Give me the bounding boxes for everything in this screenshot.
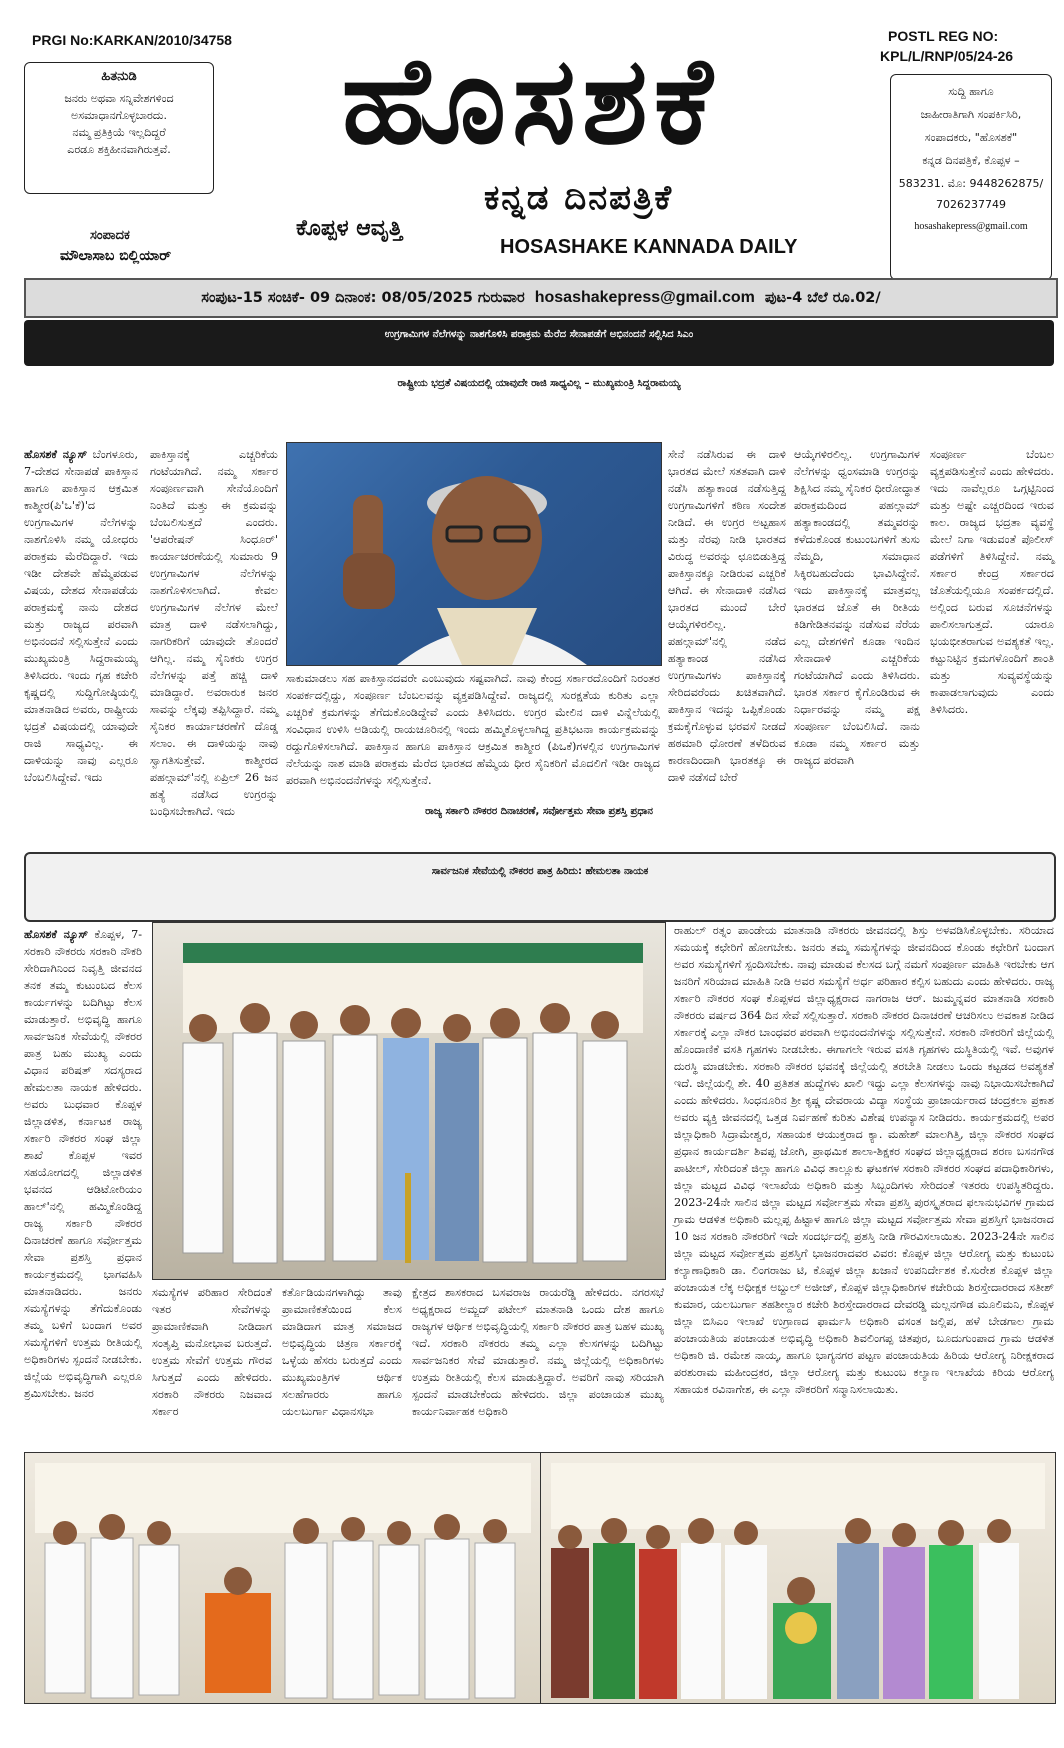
story1-byline: ಹೊಸಶಕೆ ನ್ಯೂಸ್: [24, 448, 88, 461]
story1-headline: ರಾಷ್ಟ್ರೀಯ ಭದ್ರತೆ ವಿಷಯದಲ್ಲಿ ಯಾವುದೇ ರಾಜಿ ಸಾಧ್ಯವಿಲ್ಲ – ಮುಖ್ಯಮಂತ್ರಿ ಸಿದ್ದರಾಮಯ್ಯ: [397, 378, 681, 389]
story2-headline: ಸಾರ್ವಜನಿಕ ಸೇವೆಯಲ್ಲಿ ನೌಕರರ ಪಾತ್ರ ಹಿರಿದು: ಹೇಮಲತಾ ನಾಯಕ: [431, 866, 649, 877]
contact-line: 583231. ಮೊ: 9448262875/: [898, 177, 1044, 191]
story2-colb-text: ಕರ್ತೊಡಿಯನಗಳಾಗಿದ್ದು ತಾವು ಪ್ರಾಮಾಣಿಕತೆಯಿಂದ ಕೆಲಸ ಮಾಡಿದಾಗ ಮಾತ್ರ ಸಮಾಜದ ಅಭಿವೃದ್ಧಿಯ ಚಿತ್ರಣ ಸರ್ಕಾರಕ್ಕೆ ಒಳ್ಳೆಯ ಹೆಸರು ಬರುತ್ತದೆ ಎಂದು ಮುಖ್ಯಮಂತ್ರಿಗಳ ಆರ್ಥಿಕ ಸಲಹೆಗಾರರು ಹಾಗೂ ಯಲಬುರ್ಗಾ ವಿಧಾನಸಭಾ: [282, 1286, 402, 1419]
motto-line: ಜನರು ಅಥವಾ ಸನ್ನಿವೇಶಗಳಿಂದ: [64, 92, 174, 105]
story2-column-c: [412, 1284, 664, 1434]
story1-column-4: [794, 446, 920, 790]
postal-reg: KPL/L/RNP/05/24-26: [880, 48, 1014, 64]
story1-kicker-bar: [24, 320, 1054, 366]
story2-col1-text: ಕೊಪ್ಪಳ, 7- ಸರಕಾರಿ ನೌಕರರು ಸರಕಾರಿ ನೌಕರಿ ಸೇರಿದಾಗಿನಿಂದ ನಿವೃತ್ತಿ ಜೀವನದ ತನಕ ತಮ್ಮ ಕುಟುಂಬದ ಕೆಲಸ ಕಾರ್ಯಗಳನ್ನು ಬದಿಗಿಟ್ಟು ಕೆಲಸ ಮಾಡುತ್ತಾರೆ. ಅಭಿವೃದ್ಧಿ ಹಾಗೂ ಸಾರ್ವಜನಿಕ ಸೇವೆಯಲ್ಲಿ ನೌಕರರ ಪಾತ್ರ ಬಹು ಮುಖ್ಯ ಎಂದು ವಿಧಾನ ಪರಿಷತ್ ಸದಸ್ಯರಾದ ಹೇಮಲತಾ ನಾಯಕ ಹೇಳಿದರು. ಅವರು ಬುಧವಾರ ಕೊಪ್ಪಳ ಜಿಲ್ಲಾಡಳಿತ, ಕರ್ನಾಟಕ ರಾಜ್ಯ ಸರ್ಕಾರಿ ನೌಕರರ ಸಂಘ ಜಿಲ್ಲಾ ಶಾಖೆ ಕೊಪ್ಪಳ ಇವರ ಸಹಯೋಗದಲ್ಲಿ ಜಿಲ್ಲಾಡಳಿತ ಭವನದ ಆಡಿಟೋರಿಯಂ ಹಾಲ್'ನಲ್ಲಿ ಹಮ್ಮಿಕೊಂಡಿದ್ದ ರಾಜ್ಯ ಸರ್ಕಾರಿ ನೌಕರರ ದಿನಾಚರಣೆ ಹಾಗೂ ಸರ್ವೋತ್ತಮ ಸೇವಾ ಪ್ರಶಸ್ತಿ ಪ್ರಧಾನ ಕಾರ್ಯಕ್ರಮದಲ್ಲಿ ಭಾಗವಹಿಸಿ ಮಾತನಾಡಿದರು. ಜನರು ಸಮಸ್ಯೆಗಳನ್ನು ತೆಗೆದುಕೊಂಡು ತಮ್ಮ ಬಳಿಗೆ ಬಂದಾಗ ಅವರ ಸಮಸ್ಯೆಗಳಿಗೆ ಉತ್ತಮ ರೀತಿಯಲ್ಲಿ ಅಧಿಕಾರಿಗಳು ಸ್ಪಂದನೆ ನೀಡಬೇಕು. ಜಿಲ್ಲೆಯ ಅಭಿವೃದ್ಧಿಗಾಗಿ ಎಲ್ಲರೂ ಶ್ರಮಿಸಬೇಕು. ಜನರ: [24, 928, 142, 1401]
motto-box: [24, 62, 214, 194]
story2-column-right: [674, 922, 1054, 1434]
story2-cola-text: ಸಮಸ್ಯೆಗಳ ಪರಿಹಾರ ಸೇರಿದಂತೆ ಇತರ ಸೇವೆಗಳನ್ನು ಪ್ರಾಮಾಣಿಕವಾಗಿ ನೀಡಿದಾಗ ಸಂತೃಪ್ತಿ ಮನೋಭಾವ ಬರುತ್ತದೆ. ಉತ್ತಮ ಸೇವೆಗೆ ಉತ್ತಮ ಗೌರವ ಸಿಗುತ್ತದೆ ಎಂದು ಹೇಳಿದರು. ಸರಕಾರಿ ನೌಕರರು ನಿಜವಾದ ಸರ್ಕಾರ: [152, 1286, 272, 1419]
story1-col2-text: ಪಾಕಿಸ್ತಾನಕ್ಕೆ ಎಚ್ಚರಿಕೆಯ ಗಂಟೆಯಾಗಿದೆ. ನಮ್ಮ ಸರ್ಕಾರ ಸಂಪೂರ್ಣವಾಗಿ ಸೇನೆಯೊಂದಿಗೆ ನಿಂತಿದೆ ಮತ್ತು ಈ ಕ್ರಮವನ್ನು ಬೆಂಬಲಿಸುತ್ತದೆ ಎಂದರು. 'ಆಪರೇಷನ್ ಸಿಂಧೂರ್' ಕಾರ್ಯಾಚರಣೆಯಲ್ಲಿ ಸುಮಾರು 9 ಉಗ್ರಗಾಮಿಗಳ ನೆಲೆಗಳನ್ನು ನಾಶಗೊಳಿಸಲಾಗಿದೆ. ಕೇವಲ ಉಗ್ರಗಾಮಿಗಳ ನೆಲೆಗಳ ಮೇಲೆ ಮಾತ್ರ ದಾಳಿ ನಡೆಸಲಾಗಿದ್ದು, ನಾಗರಿಕರಿಗೆ ಯಾವುದೇ ತೊಂದರೆ ಆಗಿಲ್ಲ. ನಮ್ಮ ಸೈನಿಕರು ಉಗ್ರರ ನೆಲೆಗಳನ್ನು ಪತ್ತೆ ಹಚ್ಚಿ ದಾಳಿ ಮಾಡಿದ್ದಾರೆ. ಅವರಾರುಕ ಜನರ ಸಾವನ್ನು ಲೆಕ್ಕವು ತಪ್ಪಿಸಿದ್ದಾರೆ. ನಮ್ಮ ಸೈನಿಕರ ಕಾರ್ಯಾಚರಣೆಗೆ ದೊಡ್ಡ ಸಲಾಂ. ಈ ದಾಳಿಯನ್ನು ನಾವು ಸ್ವಾಗತಿಸುತ್ತೇವೆ. ಕಾಶ್ಮೀರದ ಪಹಲ್ಗಾಮ್'ನಲ್ಲಿ ಏಪ್ರಿಲ್ 26 ಜನ ಹತ್ಯೆ ನಡೆಸಿದ ಉಗ್ರರನ್ನು ಬಂಧಿಸಬೇಕಾಗಿದೆ. ಇದು: [150, 448, 278, 819]
story1-col1-text: ಬೆಂಗಳೂರು, 7-ದೇಶದ ಸೇನಾಪಡೆ ಪಾಕಿಸ್ತಾನ ಹಾಗೂ ಪಾಕಿಸ್ತಾನ ಆಕ್ರಮಿತ ಕಾಶ್ಮೀರ(ಪಿ'ಒ'ಕೆ)'ದ ಉಗ್ರಗಾಮಿಗಳ ನೆಲೆಗಳನ್ನು ನಾಶಗೊಳಿಸಿ ನಮ್ಮ ಯೋಧರು ಪರಾಕ್ರಮ ಮೆರೆದಿದ್ದಾರೆ. ಇದು ಇಡೀ ದೇಶವೇ ಹೆಮ್ಮೆಪಡುವ ವಿಷಯ, ದೇಶದ ಸೇನಾಪಡೆಯ ಪರಾಕ್ರಮಕ್ಕೆ ನಾನು ದೇಶದ ಮತ್ತು ರಾಜ್ಯದ ಪರವಾಗಿ ಅಭಿನಂದನೆ ಸಲ್ಲಿಸುತ್ತೇನೆ ಎಂದು ಮುಖ್ಯಮಂತ್ರಿ ಸಿದ್ದರಾಮಯ್ಯ ತಿಳಿಸಿದರು. ಇಂದು ಗೃಹ ಕಚೇರಿ ಕೃಷ್ಣದಲ್ಲಿ ಸುದ್ದಿಗೋಷ್ಠಿಯಲ್ಲಿ ಮಾತನಾಡಿದ ಅವರು, ರಾಷ್ಟ್ರೀಯ ಭದ್ರತೆ ವಿಷಯದಲ್ಲಿ ಯಾವುದೇ ರಾಜಿ ಸಾಧ್ಯವಿಲ್ಲ. ಈ ದಾಳಿಯನ್ನು ನಾವು ಎಲ್ಲರೂ ಬೆಂಬಲಿಸಿದ್ದೇವೆ. ಇದು: [24, 448, 138, 785]
story1-col3-text: ಸೇನೆ ನಡೆಸಿರುವ ಈ ದಾಳಿ ಭಾರತದ ಮೇಲೆ ಸತತವಾಗಿ ದಾಳಿ ನಡೆಸಿ ಹತ್ಯಾಕಾಂಡ ನಡೆಸುತ್ತಿದ್ದ ಉಗ್ರಗಾಮಿಗಳಿಗೆ ಕಠಿಣ ಸಂದೇಶ ನೀಡಿದೆ. ಈ ಉಗ್ರರ ಅಟ್ಟಹಾಸ ಮತ್ತು ನೆರವು ನೀಡಿ ಭಾರತದ ವಿರುದ್ಧ ಅವರನ್ನು ಛೂಬಿಡುತ್ತಿದ್ದ ಪಾಕಿಸ್ತಾನಕ್ಕೂ ನೀಡಿರುವ ಎಚ್ಚರಿಕೆ ಆಗಿದೆ. ಈ ಸೇನಾದಾಳಿ ನಡೆಸಿದ ಭಾರತದ ಮುಂದೆ ಬೇರೆ ಆಯ್ಕೆಗಳಿರಲಿಲ್ಲ. ಪಹಲ್ಗಾಮ್'ನಲ್ಲಿ ನಡೆದ ಹತ್ಯಾಕಾಂಡ ನಡೆಸಿದ ಉಗ್ರಗಾಮಿಗಳು ಪಾಕಿಸ್ತಾನಕ್ಕೆ ಸೇರಿದವರೆಂದು ಖಚಿತವಾಗಿದೆ. ಪಾಕಿಸ್ತಾನ ಇದನ್ನು ಒಪ್ಪಿಕೊಂಡು ಕ್ರಮಕೈಗೊಳ್ಳುವ ಭರವಸೆ ನೀಡದೆ ಹಠಮಾರಿ ಧೋರಣೆ ತಳೆದಿರುವ ಕಾರಣದಿಂದಾಗಿ ಭಾರತಕ್ಕೂ ಈ ದಾಳಿ ನಡೆಸದೆ ಬೇರೆ: [668, 448, 786, 785]
contact-line: ಸಂಪಾದಕರು, "ಹೊಸಶಕೆ": [924, 131, 1018, 145]
contact-box: [890, 74, 1052, 280]
story2-column-a: [152, 1284, 272, 1434]
story1-caption-text: ಸಾಕುಮಾಡಲು ಸಹ ಪಾಕಿಸ್ತಾನದವರೇ ಎಂಬುವುದು ಸಷ್ಟವಾಗಿದೆ. ನಾವು ಕೇಂದ್ರ ಸರ್ಕಾರದೊಂದಿಗೆ ನಿರಂತರ ಸಂಪರ್ಕದಲ್ಲಿದ್ದು, ಸಂಪೂರ್ಣ ಬೆಂಬಲವನ್ನು ವ್ಯಕ್ತಪಡಿಸಿದ್ದೇವೆ. ರಾಜ್ಯದಲ್ಲಿ ಸುರಕ್ಷತೆಯ ಕುರಿತು ಎಲ್ಲಾ ಎಚ್ಚರಿಕೆ ಕ್ರಮಗಳನ್ನು ತೆಗೆದುಕೊಂಡಿದ್ದೇವೆ ಎಂದು ತಿಳಿಸಿದರು. ಉಗ್ರರ ಮೇಲಿನ ದಾಳಿ ವಿನ್ನೆಲೆಯಲ್ಲಿ ಸಂವಿಧಾನ ಉಳಿಸಿ ಅಡಿಯಲ್ಲಿ ರಾಯಚೂರಿನಲ್ಲಿ ಇಂದು ಹಮ್ಮಿಕೊಳ್ಳಲಾಗಿದ್ದ ಪ್ರತಿಭಟನಾ ಕಾರ್ಯಕ್ರಮವನ್ನು ರದ್ದುಗೊಳಿಸಲಾಗಿದೆ. ಪಾಕಿಸ್ತಾನ ಹಾಗೂ ಪಾಕಿಸ್ತಾನ ಆಕ್ರಮಿತ ಕಾಶ್ಮೀರ (ಪಿಒಕೆ)ಗಳಲ್ಲಿನ ಉಗ್ರಗಾಮಿಗಳ ನೆಲೆಯನ್ನು ನಾಶ ಮಾಡಿ ಪರಾಕ್ರಮ ಮೆರೆದ ಭಾರತದ ಹೆಮ್ಮೆಯ ಧೀರ ಸೈನಿಕರಿಗೆ ಮೊದಲಿಗೆ ಇಡೀ ರಾಜ್ಯದ ಪರವಾಗಿ ಅಭಿನಂದನೆಗಳನ್ನು ಸಲ್ಲಿಸುತ್ತೇನೆ.: [286, 672, 660, 788]
contact-line: 7026237749: [936, 198, 1006, 212]
newspaper-title: ಹೊಸಶಕೆ: [341, 32, 719, 171]
motto-heading: ಹಿತನುಡಿ: [101, 69, 137, 84]
edition-label: ಕೊಪ್ಪಳ ಆವೃತ್ತಿ: [296, 216, 403, 241]
story1-column-3: [668, 446, 786, 790]
dateline-page-price: ಪುಟ-4 ಬೆಲೆ ರೂ.02/: [764, 290, 881, 306]
story2-kicker: ರಾಜ್ಯ ಸರ್ಕಾರಿ ನೌಕರರ ದಿನಾಚರಣೆ, ಸರ್ವೋತ್ತಮ ಸೇವಾ ಪ್ರಶಸ್ತಿ ಪ್ರಧಾನ: [425, 806, 653, 817]
contact-line: ಜಾಹೀರಾತಿಗಾಗಿ ಸಂಪರ್ಕಿಸಿರಿ,: [920, 108, 1022, 122]
event-illustration: [153, 923, 665, 1279]
award-illustration-left: [25, 1453, 541, 1703]
dateline-email: hosashakepress@gmail.com: [534, 289, 755, 306]
story1-column-5: [930, 446, 1054, 790]
story1-kicker: ಉಗ್ರಗಾಮಿಗಳ ನೆಲೆಗಳನ್ನು ನಾಶಗೊಳಿಸಿ ಪರಾಕ್ರಮ ಮೆರೆದ ಸೇನಾಪಡೆಗೆ ಅಭಿನಂದನೆ ಸಲ್ಲಿಸಿದ ಸಿಎಂ: [384, 329, 694, 340]
contact-line: ಸುದ್ದಿ ಹಾಗೂ: [948, 85, 994, 98]
contact-line: ಕನ್ನಡ ದಿನಪತ್ರಿಕೆ, ಕೊಪ್ಪಳ –: [922, 154, 1020, 168]
editor-name: ಮೌಲಾಸಾಬ ಬಿಲ್ಲಿಯಾರ್: [60, 248, 172, 264]
chief-minister-photo: [286, 442, 662, 666]
story1-headline-box: [24, 372, 1054, 434]
motto-line: ಅಸಮಾಧಾನಗೊಳ್ಳಬಾರದು.: [71, 109, 167, 123]
award-ceremony-photo-left: [24, 1452, 542, 1704]
story2-byline: ಹೊಸಶಕೆ ನ್ಯೂಸ್: [24, 928, 89, 941]
motto-line: ನಮ್ಮ ಪ್ರತಿಕ್ರಿಯೆ ಇಲ್ಲದಿದ್ದರೆ: [72, 126, 166, 140]
story1-col5-text: ಸಂಪೂರ್ಣ ಬೆಂಬಲ ವ್ಯಕ್ತಪಡಿಸುತ್ತೇನೆ ಎಂದು ಹೇಳಿದರು. ಇದು ನಾವೆಲ್ಲರೂ ಒಗ್ಗಟ್ಟಿನಿಂದ ಮತ್ತು ಅಷ್ಟೇ ಎಚ್ಚರದಿಂದ ಇರುವ ಕಾಲ. ರಾಜ್ಯದ ಭದ್ರತಾ ವ್ಯವಸ್ಥೆ ಮೇಲೆ ನಿಗಾ ಇಡುವಂತೆ ಪೊಲೀಸ್ ಪಡೆಗಳಿಗೆ ತಿಳಿಸಿದ್ದೇನೆ. ನಮ್ಮ ಸರ್ಕಾರ ಕೇಂದ್ರ ಸರ್ಕಾರದ ಜೊತೆಯಲ್ಲಿಯೂ ಸಂಪರ್ಕದಲ್ಲಿದೆ. ಅಲ್ಲಿಂದ ಬರುವ ಸೂಚನೆಗಳನ್ನು ಪಾಲಿಸಲಾಗುತ್ತದೆ. ಯಾರೂ ಭಯಭೀತರಾಗುವ ಅವಶ್ಯಕತೆ ಇಲ್ಲ. ಕಟ್ಟುನಿಟ್ಟಿನ ಕ್ರಮಗಳೊಂದಿಗೆ ಶಾಂತಿ ಮತ್ತು ಸುವ್ಯವಸ್ಥೆಯನ್ನು ಕಾಪಾಡಲಾಗುವುದು ಎಂದು ತಿಳಿಸಿದರು.: [930, 448, 1054, 717]
story1-photo-caption: [286, 670, 660, 790]
story2-kicker-box: [24, 798, 1054, 846]
story2-colc-text: ಕ್ಷೇತ್ರದ ಶಾಸಕರಾದ ಬಸವರಾಜ ರಾಯರೆಡ್ಡಿ ಹೇಳಿದರು. ನಗರಸಭೆ ಅಧ್ಯಕ್ಷರಾದ ಅಮ್ಜದ್ ಪಟೇಲ್ ಮಾತನಾಡಿ ಒಂದು ದೇಶ ಹಾಗೂ ರಾಜ್ಯಗಳ ಆರ್ಥಿಕ ಅಭಿವೃದ್ಧಿಯಲ್ಲಿ ಸರ್ಕಾರಿ ನೌಕರರ ಪಾತ್ರ ಬಹಳ ಮುಖ್ಯ ಇದೆ. ಸರಕಾರಿ ನೌಕರರು ತಮ್ಮ ಎಲ್ಲಾ ಕೆಲಸಗಳನ್ನು ಬದಿಗಿಟ್ಟು ಸಾರ್ವಜನಿಕರ ಸೇವೆ ಮಾಡುತ್ತಾರೆ. ನಮ್ಮ ಜಿಲ್ಲೆಯಲ್ಲಿ ಅಧಿಕಾರಿಗಳು ಉತ್ತಮ ರೀತಿಯಲ್ಲಿ ಕೆಲಸ ಮಾಡುತ್ತಿದ್ದಾರೆ. ಅವರಿಗೆ ನಾವು ಸರಿಯಾಗಿ ಸ್ಪಂದನೆ ಮಾಡಬೇಕೆಂದು ಹೇಳಿದರು. ಜಿಲ್ಲಾ ಪಂಚಾಯತ ಮುಖ್ಯ ಕಾರ್ಯನಿರ್ವಾಹಕ ಅಧಿಕಾರಿ: [412, 1286, 664, 1419]
story1-col4-text: ಆಯ್ಕೆಗಳಿರಲಿಲ್ಲ. ಉಗ್ರಗಾಮಿಗಳ ನೆಲೆಗಳನ್ನು ಧ್ವಂಸಮಾಡಿ ಉಗ್ರರನ್ನು ಶಿಕ್ಷಿಸಿದ ನಮ್ಮ ಸೈನಿಕರ ಧೀರೋದ್ಧಾತ ಪರಾಕ್ರಮದಿಂದ ಪಹಲ್ಗಾಮ್ ಹತ್ಯಾಕಾಂಡದಲ್ಲಿ ತಮ್ಮವರನ್ನು ಕಳೆದುಕೊಂಡ ಕುಟುಂಬಗಳಿಗೆ ತುಸು ನೆಮ್ಮದಿ, ಸಮಾಧಾನ ಸಿಕ್ಕಿರಬಹುದೆಂದು ಭಾವಿಸಿದ್ದೇನೆ. ಇದು ಪಾಕಿಸ್ತಾನಕ್ಕೆ ಮಾತ್ರವಲ್ಲ ಭಾರತದ ಜೊತೆ ಈ ರೀತಿಯ ಕಿಡಿಗೇಡಿತನವನ್ನು ನಡೆಸುವ ನೆರೆಯ ಎಲ್ಲ ದೇಶಗಳಿಗೆ ಕೂಡಾ ಇಂದಿನ ಸೇನಾದಾಳಿ ಎಚ್ಚರಿಕೆಯ ಗಂಟೆಯಾಗಿದೆ ಎಂದು ತಿಳಿಸಿದರು. ಭಾರತ ಸರ್ಕಾರ ಕೈಗೊಂಡಿರುವ ಈ ನಿರ್ಧಾರವನ್ನು ನಮ್ಮ ಪಕ್ಷ ಸಂಪೂರ್ಣ ಬೆಂಬಲಿಸಿದೆ. ನಾನು ಕೂಡಾ ನಮ್ಮ ಸರ್ಕಾರ ಮತ್ತು ರಾಜ್ಯದ ಪರವಾಗಿ: [794, 448, 920, 768]
contact-email: hosashakepress@gmail.com: [914, 221, 1028, 233]
event-lamp-lighting-photo: [152, 922, 666, 1280]
story2-right-text: ರಾಹುಲ್ ರತ್ನಂ ಪಾಂಡೇಯ ಮಾತನಾಡಿ ನೌಕರರು ಜೀವನದಲ್ಲಿ ಶಿಸ್ತು ಅಳವಡಿಸಿಕೊಳ್ಳಬೇಕು. ಸರಿಯಾದ ಸಮಯಕ್ಕೆ ಕಛೇರಿಗೆ ಹೋಗಬೇಕು. ಜನರು ತಮ್ಮ ಸಮಸ್ಯೆಗಳನ್ನು ಜೀವನದಿಂದ ಕೊಂಡು ಕಛೇರಿಗೆ ಬಂದಾಗ ಅವರ ಸಮಸ್ಯೆಗಳಿಗೆ ಸ್ಪಂದಿಸಬೇಕು. ನಾವು ಮಾಡುವ ಕೆಲಸದ ಬಗ್ಗೆ ನಮಗೆ ಸಂಪೂರ್ಣ ಮಾಹಿತಿ ಇರಬೇಕು ಆಗ ಜನರಿಗೆ ಸರಿಯಾದ ಮಾಹಿತಿ ನೀಡಿ ಅವರ ಸಮಸ್ಯೆಗೆ ಅರ್ಧ ಪರಿಹಾರ ಕಲ್ಪಿಸ ಬಹುದು ಎಂದು ಹೇಳಿದರು. ರಾಜ್ಯ ಸರ್ಕಾರಿ ನೌಕರರ ಸಂಘ ಕೊಪ್ಪಳದ ಜಿಲ್ಲಾಧ್ಯಕ್ಷರಾದ ನಾಗರಾಜ ಆರ್. ಜುಮ್ಮನ್ನವರ ಮಾತನಾಡಿ ಸರಕಾರಿ ನೌಕರರು ವರ್ಷದ 364 ದಿನ ಸೇವೆ ಸಲ್ಲಿಸುತ್ತಾರೆ. ಸರಕಾರಿ ನೌಕರರ ದಿನಾಚರಣೆ ಆಚರಿಸಲು ಅವಕಾಶ ನೀಡಿದ ಸರ್ಕಾರಕ್ಕೆ ಎಲ್ಲಾ ನೌಕರ ಬಾಂಧವರ ಪರವಾಗಿ ಅಭಿನಂದನೆಗಳನ್ನು ಸಲ್ಲಿಸುತ್ತೇನೆ. ಸರಕಾರಿ ನೌಕರರಿಗೆ ಜಿಲ್ಲೆಯಲ್ಲಿ ಹೊಂದಾಣಿಕೆ ವಸತಿ ಗೃಹಗಳು ನೀಡಬೇಕು. ಈಗಾಗಲೇ ಇರುವ ವಸತಿ ಗೃಹಗಳು ದುಸ್ಥಿತಿಯಲ್ಲಿ ಇವೆ. ಅವುಗಳ ದುರಸ್ಥಿ ಮಾಡಬೇಕು. ಸರಕಾರಿ ನೌಕರರ ಭವನಕ್ಕೆ ಜಿಲ್ಲೆಯಲ್ಲಿ ತರಬೇತಿ ನೀಡಲು ಒಂದು ಕಟ್ಟಡದ ಅವಶ್ಯಕತೆ ಇದೆ. ಜಿಲ್ಲೆಯಲ್ಲಿ ಶೇ. 40 ಪ್ರತಿಶತ ಹುದ್ದೆಗಳು ಖಾಲಿ ಇದ್ದು ಎಲ್ಲಾ ಕೆಲಸಗಳನ್ನು ನಾವು ನಿಭಾಯಿಸಬೇಕಾಗಿದೆ ಎಂದು ಹೇಳಿದರು. ಸಿಂಧನೂರಿನ ಶ್ರೀ ಕೃಷ್ಣ ದೇವರಾಯ ವಿದ್ಯಾ ಸಂಸ್ಥೆಯ ಪ್ರಾಚಾರ್ಯರಾದ ಚಂದ್ರಕಲಾ ಪ್ರಕಾಶ ಅವರು ವ್ಯಕ್ತಿ ಜೀವನದಲ್ಲಿ ಒತ್ತಡ ನಿರ್ವಹಣೆ ಕುರಿತು ವಿಶೇಷ ಉಪನ್ಯಾಸ ನೀಡಿದರು. ಕಾರ್ಯಕ್ರಮದಲ್ಲಿ ಅಪರ ಜಿಲ್ಲಾಧಿಕಾರಿ ಸಿದ್ರಾಮೇಶ್ವರ, ಸಹಾಯಕ ಆಯುಕ್ತರಾದ ಕ್ಯಾ. ಮಹೇಶ್ ಮಾಲಗಿತ್ತಿ, ಜಿಲ್ಲಾ ನೌಕರರ ಸಂಘದ ಪ್ರಧಾನ ಕಾರ್ಯದರ್ಶಿ ಶಿವಪ್ಪ ಜೋಗಿ, ಪ್ರಾಥಮಿಕ ಶಾಲಾ-ಶಿಕ್ಷಕರ ಸಂಘದ ಜಿಲ್ಲಾಧ್ಯಕ್ಷರಾದ ಶರಣ ಬಸನಗೌಡ ಪಾಟೀಲ್, ಸೇರಿದಂತೆ ಜಿಲ್ಲಾ ಹಾಗೂ ವಿವಿಧ ತಾಲ್ಲೂಕು ಘಟಕಗಳ ಸರಕಾರಿ ನೌಕರರ ಸಂಘದ ಪದಾಧಿಕಾರಿಗಳು, ಜಿಲ್ಲಾ ಮಟ್ಟದ ವಿವಿಧ ಇಲಾಖೆಯ ಅಧಿಕಾರಿ ಮತ್ತು ಸಿಬ್ಬಂದಿಗಳು ಸೇರಿದಂತೆ ಇತರರು ಉಪಸ್ಥಿತರಿದ್ದರು. 2023-24ನೇ ಸಾಲಿನ ಜಿಲ್ಲಾ ಮಟ್ಟದ ಸರ್ವೋತ್ತಮ ಸೇವಾ ಪ್ರಶಸ್ತಿ ಪುರಸ್ಕೃತರಾದ ಫಲಾನುಭವಿಗಳ ಗ್ರಾಮದ ಗ್ರಾಮ ಆಡಳಿತ ಅಧಿಕಾರಿ ಮಲ್ಲಪ್ಪ ಹಿಟ್ಟಾಳ ಹಾಗೂ ಜಿಲ್ಲಾ ಮಟ್ಟದ ಸರ್ವೋತ್ತಮ ಸೇವಾ ಪ್ರಶಸ್ತಿಗೆ ಭಾಜನರಾದ 10 ಜನ ಸರಕಾರಿ ನೌಕರರಿಗೆ ಇದೇ ಸಂದರ್ಭದಲ್ಲಿ ಪ್ರಶಸ್ತಿ ನೀಡಿ ಗೌರವಿಸಲಾಯಿತು. 2023-24ನೇ ಸಾಲಿನ ಜಿಲ್ಲಾ ಮಟ್ಟದ ಸರ್ವೋತ್ತಮ ಪ್ರಶಸ್ತಿಗೆ ಭಾಜನರಾದವರ ವಿವರ: ಕೊಪ್ಪಳ ಜಿಲ್ಲಾ ಆರೋಗ್ಯ ಮತ್ತು ಕುಟುಂಬ ಕಲ್ಯಾಣಾಧಿಕಾರಿ ಡಾ. ಲಿಂಗರಾಜು ಟಿ, ಕೊಪ್ಪಳ ಜಿಲ್ಲಾ ಖಜಾನೆ ಉಪನಿರ್ದೇಶಕ ಕೆ.ಸುರೇಶ ಕೊಪ್ಪಳ ಜಿಲ್ಲಾ ಪಂಚಾಯತ ಲೆಕ್ಕ ಅಧೀಕ್ಷಕ ಅಬ್ದುಲ್ ಅಜೀಜ್, ಕೊಪ್ಪಳ ಜಿಲ್ಲಾಧಿಕಾರಿಗಳ ಕಚೇರಿಯ ಶಿರಸ್ತೇದಾರರಾದ ಸತೀಶ್ ಕುಮಾರ, ಯಲಬುರ್ಗಾ ತಹಶೀಲ್ದಾರ ಕಚೇರಿ ಶಿರಸ್ತೇದಾರರಾದ ದೇವರಡ್ಡಿ ಮಲ್ಲನಗೌಡ ಮೂಲಿಮನಿ, ಕೊಪ್ಪಳ ಜಿಲ್ಲಾ ಬಿಸಿಎಂ ಇಲಾಖೆ ಉಗ್ರಾಣದ ಫಾರ್ಮಸಿ ಅಧಿಕಾರಿ ವಸಂತ ಜಲ್ಲಿಪ, ಹಳೆ ಬೇಡಗಾಲ ಗ್ರಾಮ ಪಂಚಾಯತಿಯ ಪಂಚಾಯತ ಅಭಿವೃದ್ಧಿ ಅಧಿಕಾರಿ ಶಿವಲಿಂಗಪ್ಪ ಚಿತಪುರ, ಬೂದುಗುಂಪಾದ ಗ್ರಾಮ ಆಡಳಿತ ಅಧಿಕಾರಿ ಜಿ. ರಮೇಶ ನಾಯ್ಕ, ಹಾಗೂ ಭಾಗ್ಯನಗರ ಪಟ್ಟಣ ಪಂಚಾಯತಿಯ ಹಿರಿಯ ಆರೋಗ್ಯ ನಿರೀಕ್ಷಕರಾದ ಪರಶುರಾಮ ಮಹೀಂದ್ರಕರ, ಜಿಲ್ಲಾ ಆರೋಗ್ಯ ಮತ್ತು ಕುಟುಂಬ ಕಲ್ಯಾಣ ಇಲಾಖೆಯ ಕಿರಿಯ ಆರೋಗ್ಯ ಸಹಾಯಕ ರವಿನಾಗೇಶ, ಈ ಎಲ್ಲಾ ನೌಕರರಿಗೆ ಸನ್ಮಾನಿಸಲಾಯಿತು.: [674, 924, 1054, 1397]
subtitle-kannada: ಕನ್ನಡ ದಿನಪತ್ರಿಕೆ: [484, 178, 674, 218]
portrait-illustration: [287, 443, 661, 665]
dateline-bar: [24, 278, 1058, 318]
award-ceremony-photo-right: [540, 1452, 1056, 1704]
editor-label: ಸಂಪಾದಕ: [90, 228, 130, 243]
story1-column-1: [24, 446, 138, 790]
story2-column-1: [24, 926, 142, 1426]
subtitle-english: HOSASHAKE KANNADA DAILY: [500, 236, 798, 258]
story2-headline-box: [24, 852, 1056, 922]
motto-line: ಎರಡೂ ಶಕ್ತಿಹೀನವಾಗಿರುತ್ತವೆ.: [67, 143, 171, 157]
story2-column-b: [282, 1284, 402, 1434]
dateline-issue: ಸಂಪುಟ-15 ಸಂಚಿಕೆ- 09 ದಿನಾಂಕ: 08/05/2025 ಗುರುವಾರ: [201, 290, 525, 306]
postal-reg-label: POSTL REG NO:: [888, 28, 999, 44]
award-illustration-right: [541, 1453, 1055, 1703]
prgi-number: PRGI No:KARKAN/2010/34758: [32, 32, 232, 48]
story1-column-2: [150, 446, 278, 819]
